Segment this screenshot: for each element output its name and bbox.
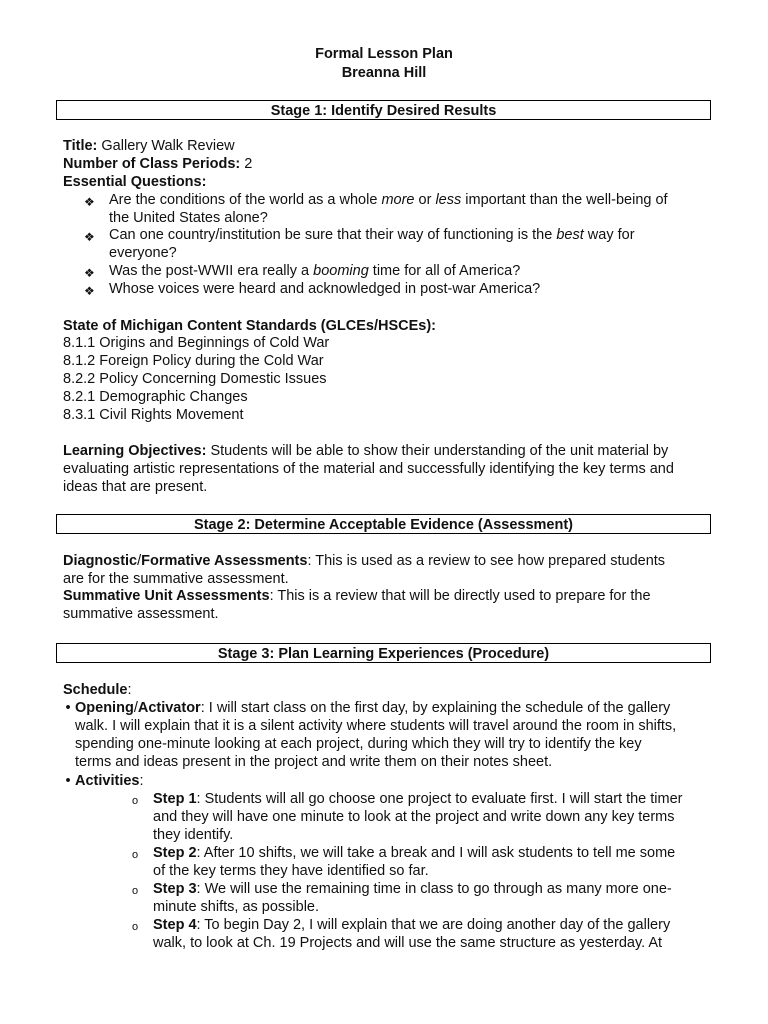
title-line — [63, 138, 235, 156]
document-title: Formal Lesson Plan — [315, 46, 453, 62]
summative-line: Summative Unit Assessments: This is a review that will be directly used to prepare for the — [63, 588, 651, 604]
objectives-line: Learning Objectives: Students will be able to show their understanding of the unit material by — [63, 443, 669, 459]
step-2-line: Step 2: After 10 shifts, we will take a break and I will ask students to tell me some — [153, 845, 676, 861]
standard-item: 8.1.1 Origins and Beginnings of Cold War — [63, 335, 330, 351]
stage2-heading: Stage 2: Determine Acceptable Evidence (Assessment) — [56, 514, 711, 534]
activities-line: Activities: — [75, 773, 144, 789]
question-3: Was the post-WWII era really a booming time for all of America? — [109, 263, 521, 279]
periods-line — [63, 156, 252, 174]
bullet-icon: • — [65, 700, 71, 716]
stage3-heading: Stage 3: Plan Learning Experiences (Procedure) — [56, 643, 711, 663]
opening-line-cont: spending one-minute looking at each project, during which they will try to identify the key — [75, 736, 642, 752]
question-4: Whose voices were heard and acknowledged in post-war America? — [109, 281, 541, 297]
question-1-cont: the United States alone? — [109, 210, 268, 226]
standard-item: 8.1.2 Foreign Policy during the Cold War — [63, 353, 324, 369]
step-4-cont: walk, to look at Ch. 19 Projects and will use the same structure as yesterday. At — [153, 935, 663, 951]
diamond-bullet-icon: ❖ — [84, 284, 95, 298]
diamond-bullet-icon: ❖ — [84, 230, 95, 244]
objectives-line: evaluating artistic representations of the material and successfully identifying the key terms and — [63, 461, 674, 477]
stage1-heading: Stage 1: Identify Desired Results — [56, 100, 711, 120]
step-1-cont: and they will have one minute to look at the project and write down any key terms — [153, 809, 675, 825]
essential-questions-label: Essential Questions: — [63, 174, 207, 190]
objectives-label: Learning Objectives: — [63, 443, 207, 459]
periods-value: 2 — [240, 156, 253, 172]
standards-label: State of Michigan Content Standards (GLCEs/HSCEs): — [63, 318, 436, 334]
diamond-bullet-icon: ❖ — [84, 195, 95, 209]
opening-line: Opening/Activator: I will start class on the first day, by explaining the schedule of the gallery — [75, 700, 671, 716]
circle-bullet-icon: o — [132, 885, 139, 897]
title-value: Gallery Walk Review — [97, 138, 235, 154]
question-1: Are the conditions of the world as a whole more or less important than the well-being of — [109, 192, 668, 208]
schedule-line: Schedule: — [63, 682, 132, 698]
opening-line-cont: walk. I will explain that it is a silent activity where students will travel around the room in shifts, — [75, 718, 677, 734]
summative-line-cont: summative assessment. — [63, 606, 219, 622]
question-2-cont: everyone? — [109, 245, 177, 261]
circle-bullet-icon: o — [132, 849, 139, 861]
step-1-line: Step 1: Students will all go choose one project to evaluate first. I will start the timer — [153, 791, 683, 807]
standard-item: 8.2.1 Demographic Changes — [63, 389, 248, 405]
periods-label: Number of Class Periods: — [63, 156, 241, 172]
step-3-line: Step 3: We will use the remaining time in class to go through as many more one- — [153, 881, 672, 897]
diamond-bullet-icon: ❖ — [84, 266, 95, 280]
objectives-line: ideas that are present. — [63, 479, 208, 495]
circle-bullet-icon: o — [132, 795, 139, 807]
step-4-line: Step 4: To begin Day 2, I will explain that we are doing another day of the gallery — [153, 917, 671, 933]
circle-bullet-icon: o — [132, 921, 139, 933]
step-3-cont: minute shifts, as possible. — [153, 899, 320, 915]
diagnostic-line-cont: are for the summative assessment. — [63, 571, 289, 587]
document-author: Breanna Hill — [341, 65, 427, 81]
question-2: Can one country/institution be sure that their way of functioning is the best way for — [109, 227, 635, 243]
standard-item: 8.3.1 Civil Rights Movement — [63, 407, 244, 423]
standard-item: 8.2.2 Policy Concerning Domestic Issues — [63, 371, 327, 387]
diagnostic-line: Diagnostic/Formative Assessments: This is used as a review to see how prepared students — [63, 553, 666, 569]
step-2-cont: of the key terms they have identified so far. — [153, 863, 429, 879]
title-label: Title: — [63, 138, 98, 154]
step-1-cont: they identify. — [153, 827, 234, 843]
opening-line-cont: terms and ideas present in the project and write them on their notes sheet. — [75, 754, 553, 770]
bullet-icon: • — [65, 773, 71, 789]
